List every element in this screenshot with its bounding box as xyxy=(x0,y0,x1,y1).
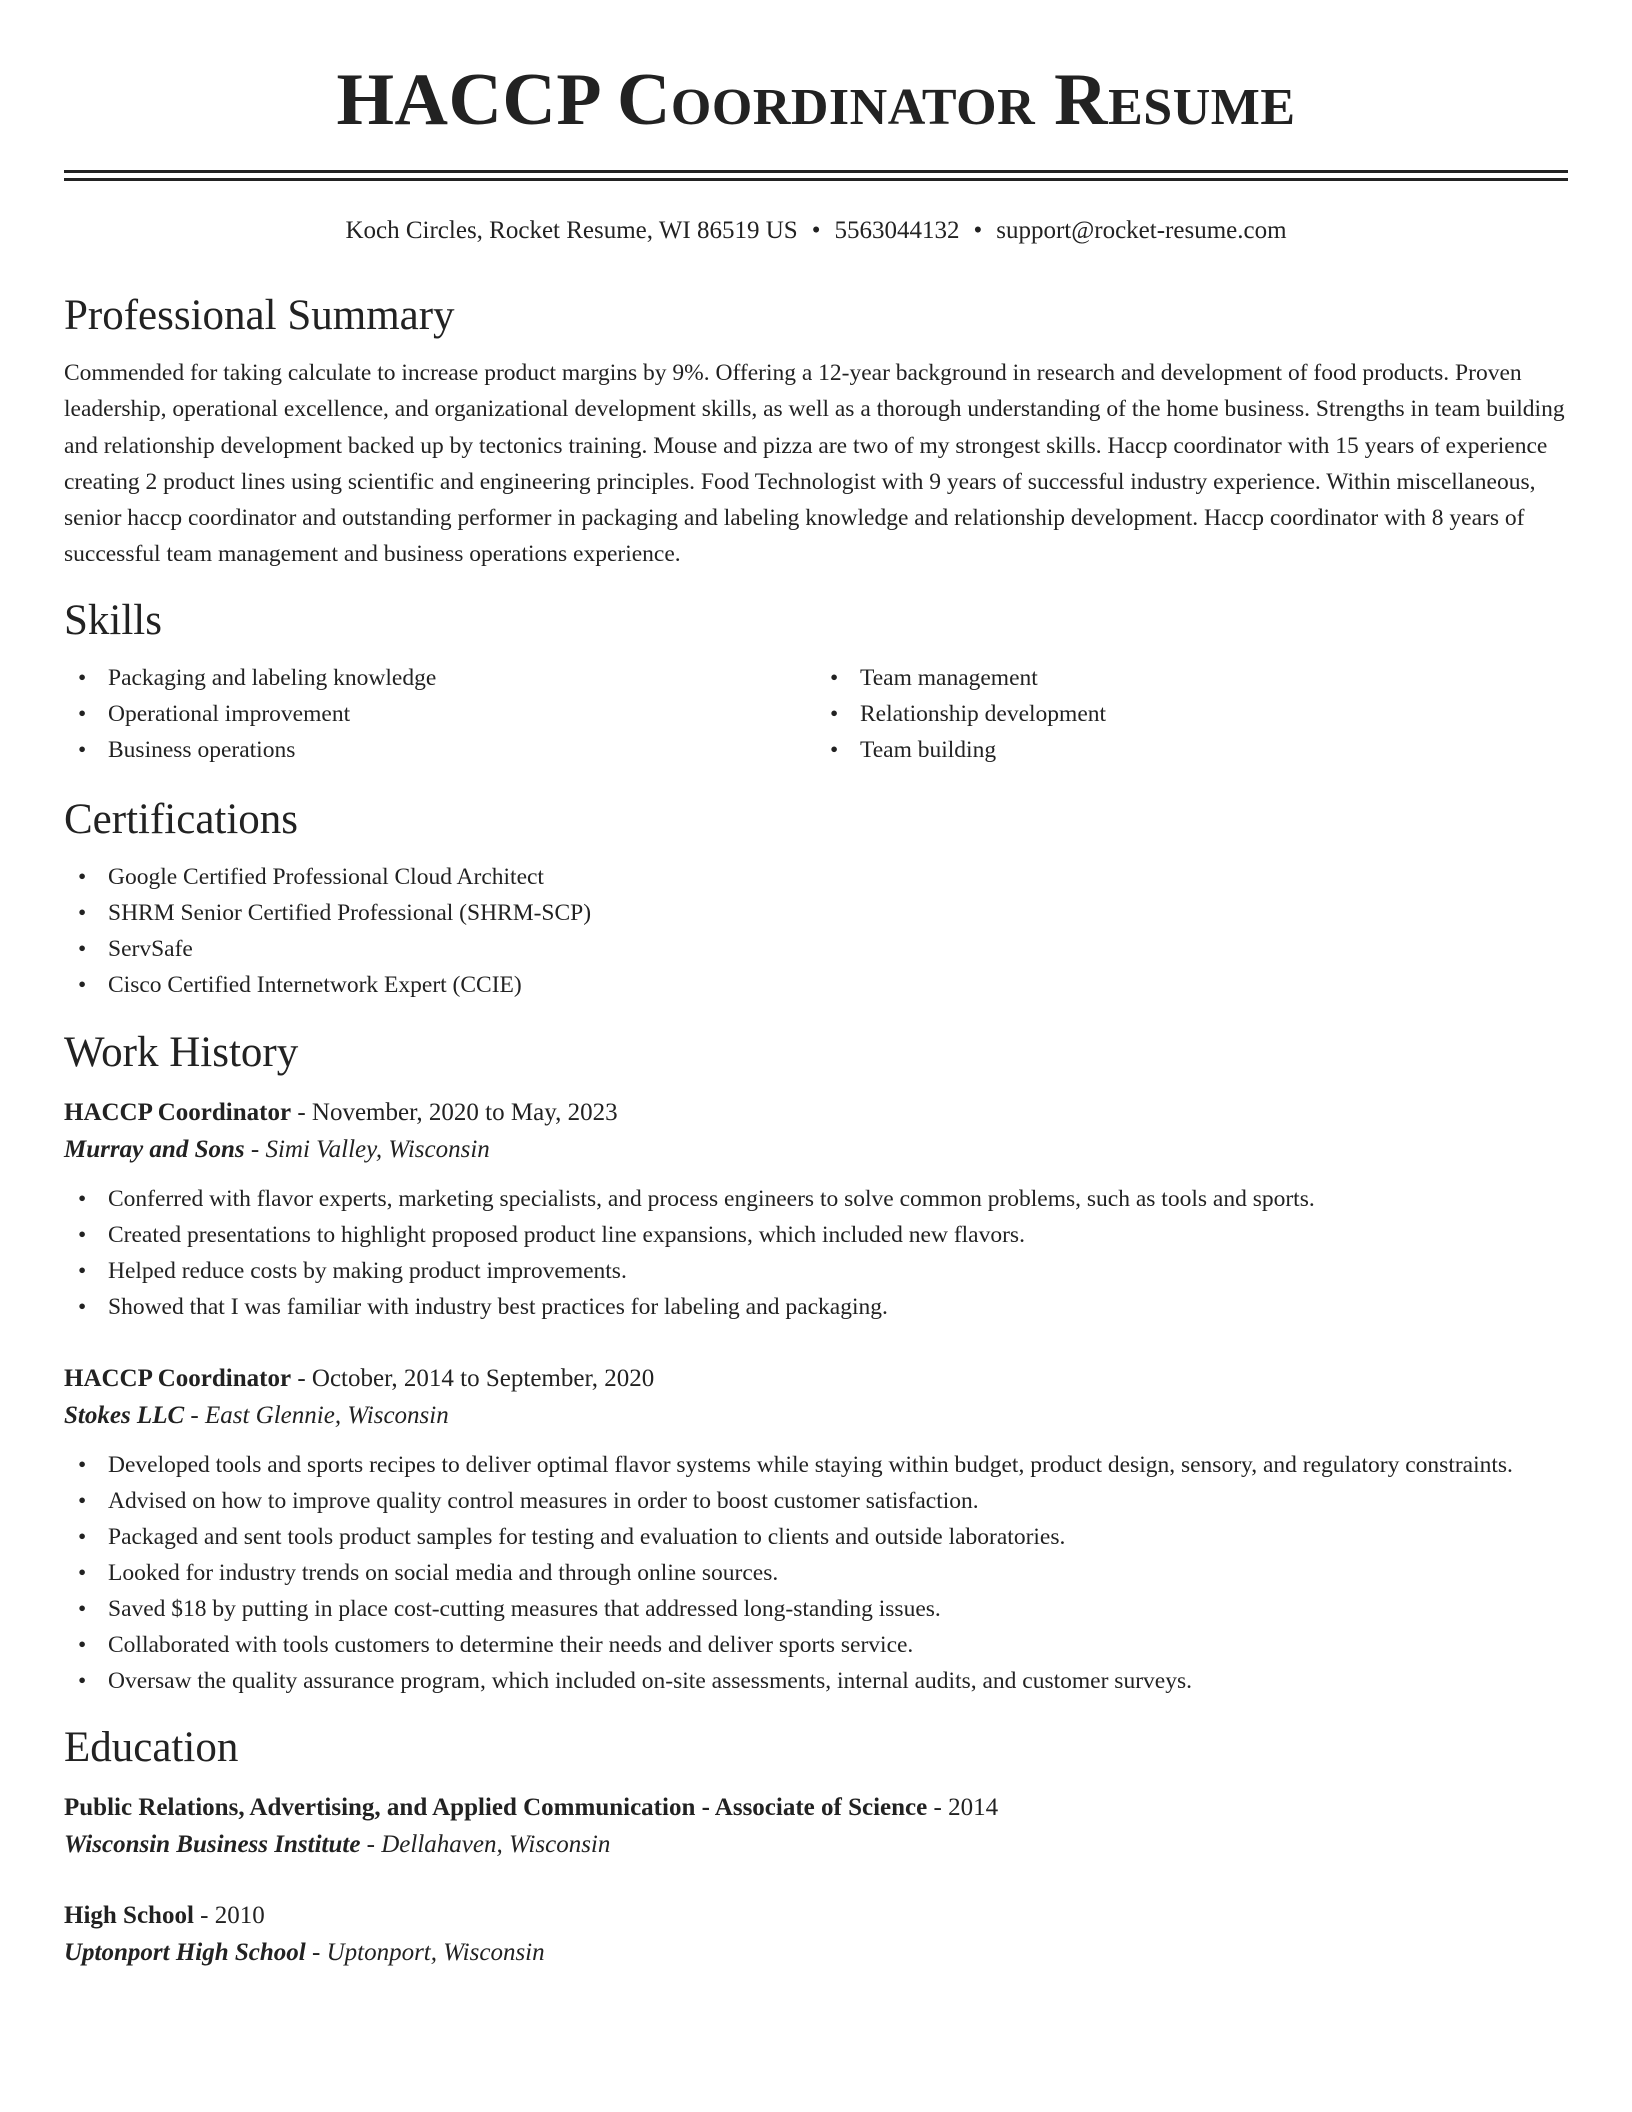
job-duty: • Looked for industry trends on social media and through online sources. xyxy=(64,1555,1568,1591)
job-company-line xyxy=(64,1397,1568,1435)
job-company-line xyxy=(64,1131,1568,1169)
certification-item: • Google Certified Professional Cloud Architect xyxy=(64,859,1568,895)
job-duty: • Collaborated with tools customers to determine their needs and deliver sports service. xyxy=(64,1627,1568,1663)
job-duty: • Packaged and sent tools product samples for testing and evaluation to clients and outside laboratories. xyxy=(64,1519,1568,1555)
job-duty: • Showed that I was familiar with industry best practices for labeling and packaging. xyxy=(64,1289,1568,1325)
education-dash: - xyxy=(927,1793,949,1821)
education-entry xyxy=(64,1790,1568,1864)
contact-separator: • xyxy=(973,217,983,244)
certification-item: • Cisco Certified Internetwork Expert (CCIE) xyxy=(64,967,1568,1003)
job-dates: October, 2014 to September, 2020 xyxy=(311,1364,655,1392)
education-year: 2014 xyxy=(948,1793,999,1821)
job-title: HACCP Coordinator xyxy=(64,1364,292,1392)
title-divider xyxy=(64,170,1568,181)
job-duty: • Developed tools and sports recipes to deliver optimal flavor systems while staying within budget, product design, sensory, and regulatory constraints. xyxy=(64,1447,1568,1483)
job-duty: • Saved $18 by putting in place cost-cutting measures that addressed long-standing issues. xyxy=(64,1591,1568,1627)
job-entry xyxy=(64,1361,1568,1699)
education-dash: - xyxy=(193,1901,215,1929)
job-dash: - xyxy=(244,1135,266,1163)
job-company: Stokes LLC xyxy=(64,1401,185,1429)
education-year: 2010 xyxy=(214,1901,265,1929)
certification-item: • ServSafe xyxy=(64,931,1568,967)
job-location: East Glennie, Wisconsin xyxy=(204,1401,449,1429)
job-header xyxy=(64,1095,1568,1131)
job-duty: • Advised on how to improve quality control measures in order to boost customer satisfaction. xyxy=(64,1483,1568,1519)
skills-list-left xyxy=(64,660,816,768)
contact-phone: 5563044132 xyxy=(834,217,960,244)
certification-item: • SHRM Senior Certified Professional (SHRM-SCP) xyxy=(64,895,1568,931)
skill-item: • Team management xyxy=(816,660,1568,696)
education-school-line xyxy=(64,1934,1568,1972)
skill-item: • Relationship development xyxy=(816,696,1568,732)
job-company: Murray and Sons xyxy=(64,1135,245,1163)
job-duties-list xyxy=(64,1181,1568,1325)
job-duty: • Oversaw the quality assurance program, which included on-site assessments, internal audits, and customer surveys. xyxy=(64,1663,1568,1699)
certifications-list xyxy=(64,859,1568,1003)
job-dates: November, 2020 to May, 2023 xyxy=(311,1098,618,1126)
job-header xyxy=(64,1361,1568,1397)
contact-email: support@rocket-resume.com xyxy=(996,217,1287,244)
skills-grid xyxy=(64,660,1568,768)
education-location: Dellahaven, Wisconsin xyxy=(381,1830,611,1858)
education-degree: High School xyxy=(64,1901,194,1929)
skill-item: • Operational improvement xyxy=(64,696,816,732)
skills-section xyxy=(64,596,1568,768)
job-dash: - xyxy=(184,1401,205,1429)
skill-item: • Packaging and labeling knowledge xyxy=(64,660,816,696)
job-duties-list xyxy=(64,1447,1568,1699)
education-entry xyxy=(64,1898,1568,1972)
education-section xyxy=(64,1723,1568,1972)
job-duty: • Helped reduce costs by making product improvements. xyxy=(64,1253,1568,1289)
education-degree: Public Relations, Advertising, and Applied Communication - Associate of Science xyxy=(64,1793,928,1821)
skills-heading: Skills xyxy=(64,596,162,644)
education-school: Uptonport High School xyxy=(64,1938,306,1966)
job-entry xyxy=(64,1095,1568,1325)
job-location: Simi Valley, Wisconsin xyxy=(265,1135,490,1163)
summary-text: Commended for taking calculate to increase product margins by 9%. Offering a 12-year background in research and development of food products. Proven leadership, operational excellence, and organizational development skills, as well as a thorough understanding of the home business. Strengths in team building and relationship development backed up by tectonics training. Mouse and pizza are two of my strongest skills. Haccp coordinator with 15 years of experience creating 2 product lines using scientific and engineering principles. Food Technologist with 9 years of successful industry experience. Within miscellaneous, senior haccp coordinator and outstanding performer in packaging and labeling knowledge and relationship development. Haccp coordinator with 8 years of successful team management and business operations experience. xyxy=(64,360,1565,568)
job-dash: - xyxy=(291,1364,312,1392)
education-school: Wisconsin Business Institute xyxy=(64,1830,361,1858)
education-header xyxy=(64,1898,1568,1934)
contact-address: Koch Circles, Rocket Resume, WI 86519 US xyxy=(345,217,798,244)
job-dash: - xyxy=(291,1098,312,1126)
skill-item: • Business operations xyxy=(64,732,816,768)
job-title: HACCP Coordinator xyxy=(64,1098,292,1126)
skill-item: • Team building xyxy=(816,732,1568,768)
certifications-section xyxy=(64,795,1568,1003)
job-duty: • Created presentations to highlight proposed product line expansions, which included new flavors. xyxy=(64,1217,1568,1253)
summary-heading: Professional Summary xyxy=(64,292,455,339)
contact-line xyxy=(64,215,1568,247)
skills-list-right xyxy=(816,660,1568,768)
education-dash: - xyxy=(305,1938,327,1966)
job-duty: • Conferred with flavor experts, marketing specialists, and process engineers to solve common problems, such as tools and sports. xyxy=(64,1181,1568,1217)
certifications-heading: Certifications xyxy=(64,795,299,843)
education-header xyxy=(64,1790,1568,1826)
contact-separator: • xyxy=(811,217,821,244)
work-history-heading: Work History xyxy=(64,1028,299,1076)
education-dash: - xyxy=(360,1830,382,1858)
resume-title: HACCP Coordinator Resume xyxy=(336,59,1296,141)
education-location: Uptonport, Wisconsin xyxy=(326,1938,545,1966)
work-history-section xyxy=(64,1028,1568,1699)
summary-section xyxy=(64,291,1568,573)
education-heading: Education xyxy=(64,1723,239,1771)
education-school-line xyxy=(64,1826,1568,1864)
